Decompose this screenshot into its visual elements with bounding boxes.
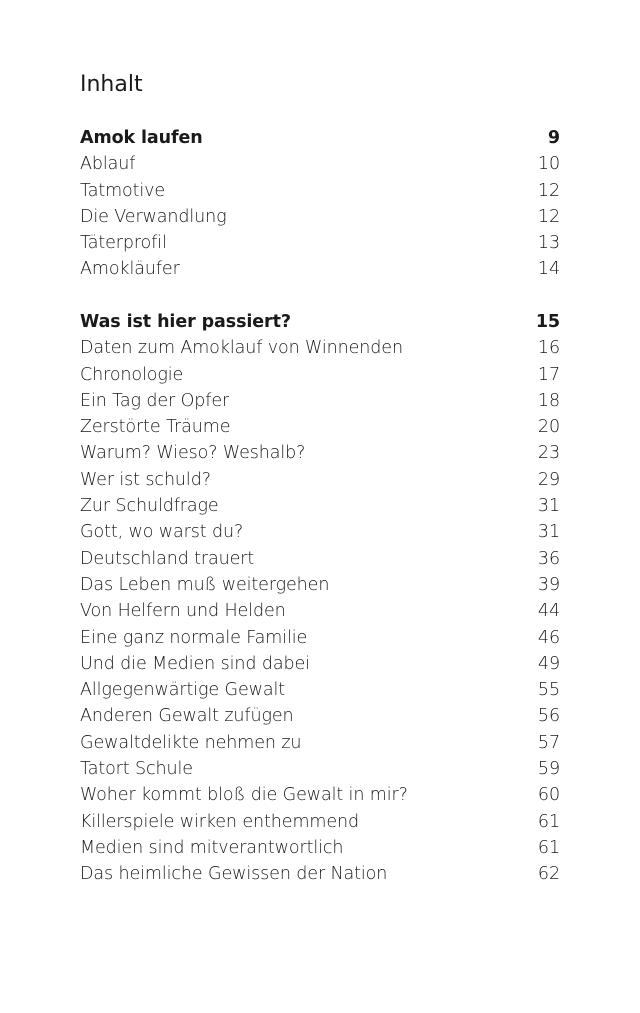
toc-entry-page: 60: [537, 785, 560, 806]
toc-title: Inhalt: [80, 72, 143, 97]
toc-entry-title: Amok laufen: [80, 128, 203, 148]
toc-entry-page: 61: [537, 837, 560, 858]
toc-entry: [80, 335, 560, 361]
toc-entry-title: Warum? Wieso? Weshalb?: [80, 443, 306, 464]
toc-entry: [80, 703, 560, 729]
toc-entry-title: Amokläufer: [80, 259, 180, 280]
toc-entry-title: Allgegenwärtige Gewalt: [80, 680, 285, 701]
toc-entry: [80, 730, 560, 756]
toc-entry: [80, 178, 560, 204]
toc-entry-page: 12: [537, 206, 560, 227]
toc-entry-page: 18: [537, 390, 560, 411]
toc-entry-title: Eine ganz normale Familie: [80, 627, 308, 648]
toc-entry-page: 44: [537, 601, 560, 622]
toc-entry-page: 29: [537, 469, 560, 490]
toc-entry-title: Das Leben muß weitergehen: [80, 574, 330, 595]
toc-entry: [80, 493, 560, 519]
toc-entry-title: Die Verwandlung: [80, 206, 227, 227]
toc-entry-page: 57: [537, 732, 560, 753]
toc-entry: [80, 151, 560, 177]
toc-entry: [80, 256, 560, 282]
toc-entry-page: 10: [537, 154, 560, 175]
toc-entry: [80, 467, 560, 493]
toc-entry-page: 56: [537, 706, 560, 727]
toc-section-heading: [80, 309, 560, 335]
toc-entry-page: 49: [537, 653, 560, 674]
toc-entry-title: Ablauf: [80, 154, 136, 175]
toc-entry-title: Was ist hier passiert?: [80, 312, 291, 332]
toc-entry-title: Zur Schuldfrage: [80, 496, 219, 517]
toc-entry: [80, 782, 560, 808]
toc-entry-page: 61: [537, 811, 560, 832]
toc-entry-page: 20: [537, 417, 560, 438]
toc-entry: [80, 625, 560, 651]
toc-entry-title: Wer ist schuld?: [80, 469, 211, 490]
toc-entry-page: 31: [537, 496, 560, 517]
toc-entry-page: 14: [537, 259, 560, 280]
toc-entry: [80, 440, 560, 466]
toc-entry-page: 46: [537, 627, 560, 648]
toc-entry: [80, 388, 560, 414]
toc-entry: [80, 362, 560, 388]
toc-section-was-ist-hier-passiert: [80, 309, 560, 888]
toc-entry: [80, 230, 560, 256]
toc-entry-title: Und die Medien sind dabei: [80, 653, 310, 674]
toc-entry: [80, 572, 560, 598]
toc-entry-title: Zerstörte Träume: [80, 417, 231, 438]
toc-entry: [80, 809, 560, 835]
toc-entry: [80, 835, 560, 861]
toc-entry: [80, 677, 560, 703]
toc-entry-title: Tatort Schule: [80, 759, 193, 780]
toc-entry-page: 55: [537, 680, 560, 701]
toc-section-heading: [80, 125, 560, 151]
toc-entry: [80, 598, 560, 624]
toc-entry-page: 31: [537, 522, 560, 543]
toc-entry-title: Daten zum Amoklauf von Winnenden: [80, 338, 403, 359]
toc-section-amok-laufen: [80, 125, 560, 283]
toc-entry-page: 17: [537, 364, 560, 385]
toc-entry-title: Killerspiele wirken enthemmend: [80, 811, 360, 832]
toc-entry-title: Tatmotive: [80, 180, 166, 201]
toc-entry: [80, 651, 560, 677]
toc-entry-page: 9: [547, 128, 560, 148]
toc-entry-title: Täterprofil: [80, 233, 167, 254]
toc-entry-page: 12: [537, 180, 560, 201]
toc-entry-page: 13: [537, 233, 560, 254]
toc-entry-page: 62: [537, 864, 560, 885]
toc-entry: [80, 204, 560, 230]
toc-entry: [80, 756, 560, 782]
toc-entry-page: 36: [537, 548, 560, 569]
toc-entry-title: Gewaltdelikte nehmen zu: [80, 732, 302, 753]
toc-entry-page: 16: [537, 338, 560, 359]
toc-entry-page: 23: [537, 443, 560, 464]
toc-entry-title: Woher kommt bloß die Gewalt in mir?: [80, 785, 408, 806]
toc-entry-title: Deutschland trauert: [80, 548, 255, 569]
toc-entry-page: 15: [535, 312, 560, 332]
toc-entry: [80, 861, 560, 887]
toc-entry-title: Anderen Gewalt zufügen: [80, 706, 294, 727]
toc-entry-title: Das heimliche Gewissen der Nation: [80, 864, 388, 885]
toc-entry: [80, 414, 560, 440]
toc-entry-page: 39: [537, 574, 560, 595]
toc-entry: [80, 546, 560, 572]
toc-entry-title: Von Helfern und Helden: [80, 601, 286, 622]
toc-entry-title: Ein Tag der Opfer: [80, 390, 230, 411]
toc-entry: [80, 519, 560, 545]
toc-entry-title: Medien sind mitverantwortlich: [80, 837, 344, 858]
toc-entry-title: Chronologie: [80, 364, 184, 385]
toc-entry-title: Gott, wo warst du?: [80, 522, 244, 543]
toc-entry-page: 59: [537, 759, 560, 780]
